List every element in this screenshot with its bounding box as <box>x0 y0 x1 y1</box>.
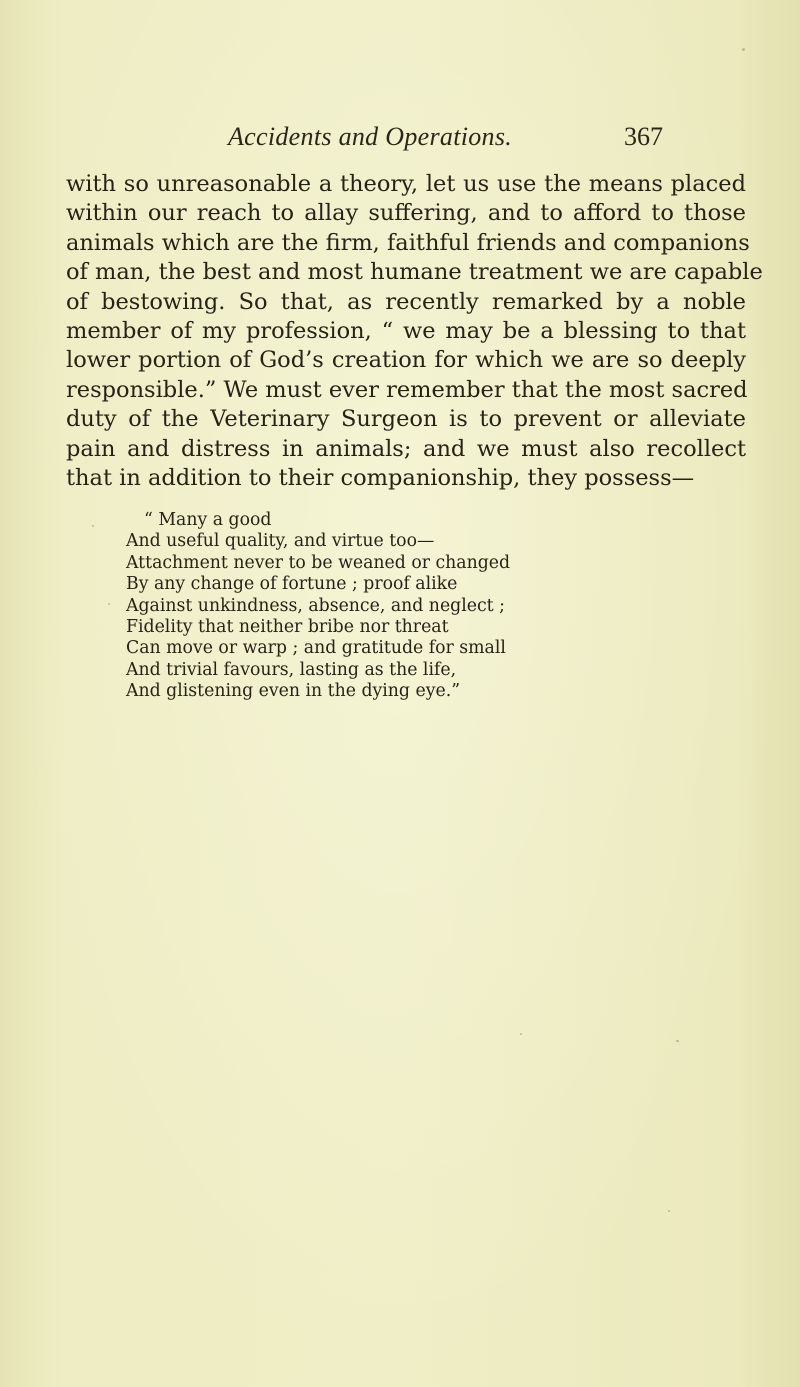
body-line: of man, the best and most humane treatment we are capable <box>66 259 763 286</box>
body-line: pain and distress in animals; and we must also recollect <box>66 435 746 462</box>
poem-line: And trivial favours, lasting as the life, <box>126 659 457 680</box>
poem-line: Fidelity that neither bribe nor threat <box>126 616 449 637</box>
body-line: member of my profession, “ we may be a blessing to that <box>66 317 746 344</box>
running-title: Accidents and Operations. <box>228 122 513 151</box>
poem-line: Attachment never to be weaned or changed <box>126 552 511 573</box>
body-line: within our reach to allay suffering, and to afford to those <box>66 200 746 227</box>
running-head <box>0 122 800 158</box>
poem-line: Can move or warp ; and gratitude for small <box>126 638 506 659</box>
paper-speck <box>676 1040 679 1042</box>
body-line: with so unreasonable a theory, let us use the means placed <box>66 171 746 197</box>
body-line: of bestowing. So that, as recently remarked by a noble <box>66 288 746 315</box>
poem-line: Against unkindness, absence, and neglect ; <box>126 595 505 616</box>
poem-line: And useful quality, and virtue too— <box>126 531 435 552</box>
body-paragraph <box>66 170 763 493</box>
body-line: that in addition to their companionship, they possess— <box>66 464 695 491</box>
paper-speck <box>742 48 745 51</box>
body-line: duty of the Veterinary Surgeon is to prevent or alleviate <box>66 406 746 433</box>
paper-speck <box>92 525 94 527</box>
body-line: animals which are the firm, faithful friends and companions <box>66 229 750 256</box>
body-line: responsible.” We must ever remember that the most sacred <box>66 376 748 403</box>
poem-line: “ Many a good <box>144 510 272 530</box>
poem-line: By any change of fortune ; proof alike <box>126 574 458 595</box>
page-number: 367 <box>624 122 663 151</box>
paper-speck <box>668 1210 670 1212</box>
poem-line: And glistening even in the dying eye.” <box>126 681 461 702</box>
paper-speck <box>520 1033 522 1035</box>
paper-speck <box>108 603 110 605</box>
body-line: lower portion of God’s creation for which we are so deeply <box>66 347 746 374</box>
poem-quotation <box>126 510 626 703</box>
